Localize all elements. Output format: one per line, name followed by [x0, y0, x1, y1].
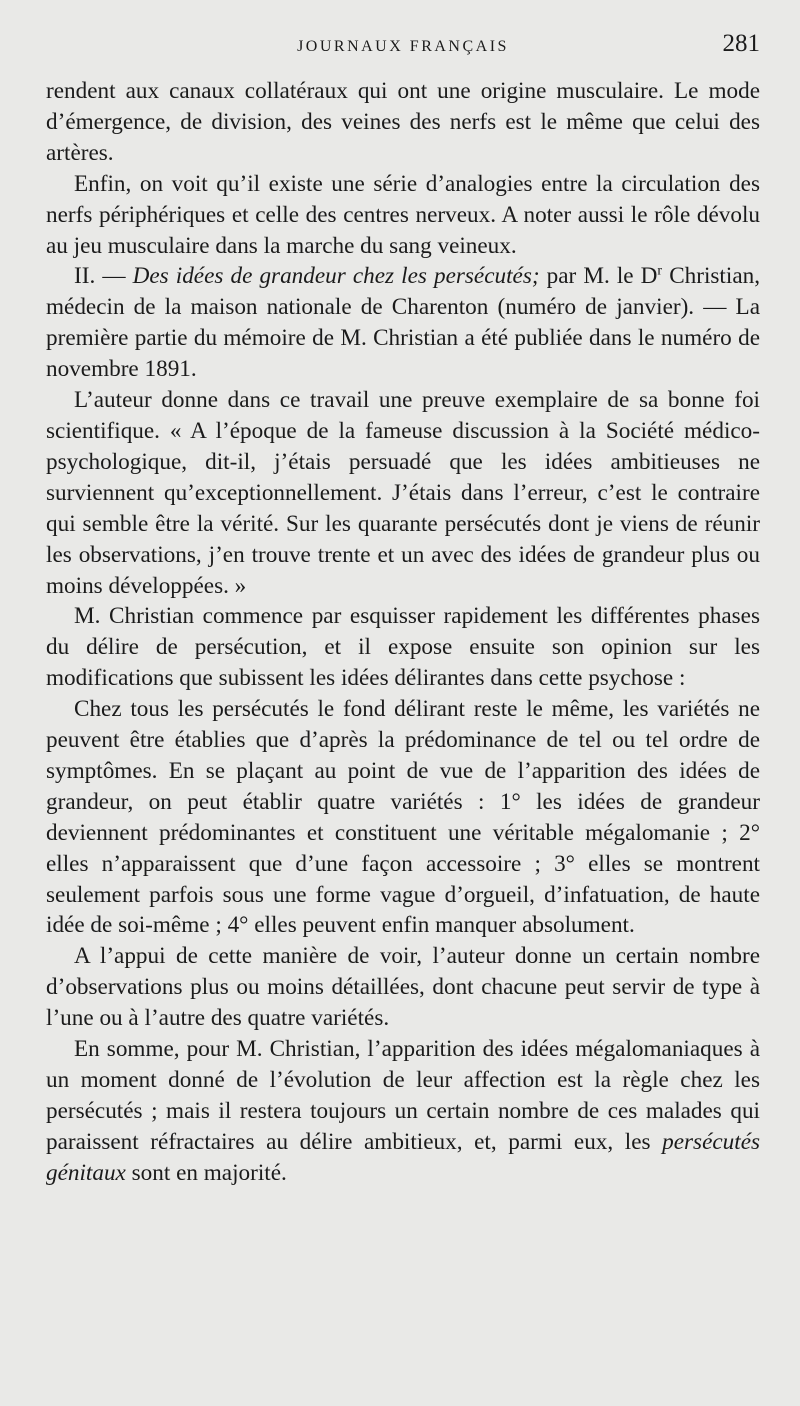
paragraph-7: A l’appui de cette manière de voir, l’auteur donne un certain nombre d’observations plus ou moins détaillées, dont chacune peut servir de type à l’une ou à l’autre des quatre variétés.	[46, 943, 760, 1032]
paragraph-8-end: sont en majorité.	[131, 1159, 287, 1186]
doctor-superscript: r	[657, 263, 663, 279]
page-number: 281	[722, 30, 760, 57]
running-title: JOURNAUX FRANÇAIS	[297, 38, 509, 55]
italic-term: persécutés génitaux	[46, 1128, 761, 1186]
paragraph-8	[46, 1034, 760, 1189]
paragraph-4: L’auteur donne dans ce travail une preuve exemplaire de sa bonne foi scientifique. « A l’époque de la fameuse discussion à la Société médico-psychologique, dit-il, j’étais persuadé que les idées ambitieuses ne surviennent qu’exceptionnellement. J’étais dans l’erreur, c’est le contraire qui semble être la vérité. Sur les quarante persécutés dont je viens de réunir les observations, j’en trouve trente et un avec des idées de grandeur plus ou moins développées. »	[46, 387, 760, 599]
author-prefix: par M. le D	[546, 263, 658, 290]
section-number: II. —	[74, 263, 126, 290]
body-text	[46, 76, 760, 1189]
article-title: Des idées de grandeur chez les persécutés;	[132, 263, 540, 290]
paragraph-3	[46, 261, 760, 385]
running-head	[46, 30, 760, 64]
paragraph-1: rendent aux canaux collatéraux qui ont une origine musculaire. Le mode d’émergence, de division, des veines des nerfs est le même que celui des artères.	[46, 78, 760, 166]
paragraph-5: M. Christian commence par esquisser rapidement les différentes phases du délire de persécution, et il expose ensuite son opinion sur les modifications que subissent les idées délirantes dans cette psychose :	[46, 603, 760, 692]
paragraph-6: Chez tous les persécutés le fond délirant reste le même, les variétés ne peuvent être établies que d’après la prédominance de tel ou tel ordre de symptômes. En se plaçant au point de vue de l’apparition des idées de grandeur, on peut établir quatre variétés : 1° les idées de grandeur deviennent prédominantes et constituent une véritable mégalomanie ; 2° elles n’apparaissent que d’une façon accessoire ; 3° elles se montrent seulement parfois sous une forme vague d’orgueil, d’infatuation, de haute idée de soi-même ; 4° elles peuvent enfin manquer absolument.	[46, 696, 760, 939]
paragraph-3-rest: Christian, médecin de la maison nationale de Charenton (numéro de janvier). — La première partie du mémoire de M. Christian a été publiée dans le numéro de novembre 1891.	[46, 263, 761, 383]
paragraph-2: Enfin, on voit qu’il existe une série d’analogies entre la circulation des nerfs périphériques et celle des centres nerveux. A noter aussi le rôle dévolu au jeu musculaire dans la marche du sang veineux.	[46, 170, 760, 259]
paragraph-8-start: En somme, pour M. Christian, l’apparition des idées mégalomaniaques à un moment donné de l’évolution de leur affection est la règle chez les persécutés ; mais il restera toujours un certain nombre de ces malades qui paraissent réfractaires au délire ambitieux, et, parmi eux, les	[46, 1036, 760, 1155]
